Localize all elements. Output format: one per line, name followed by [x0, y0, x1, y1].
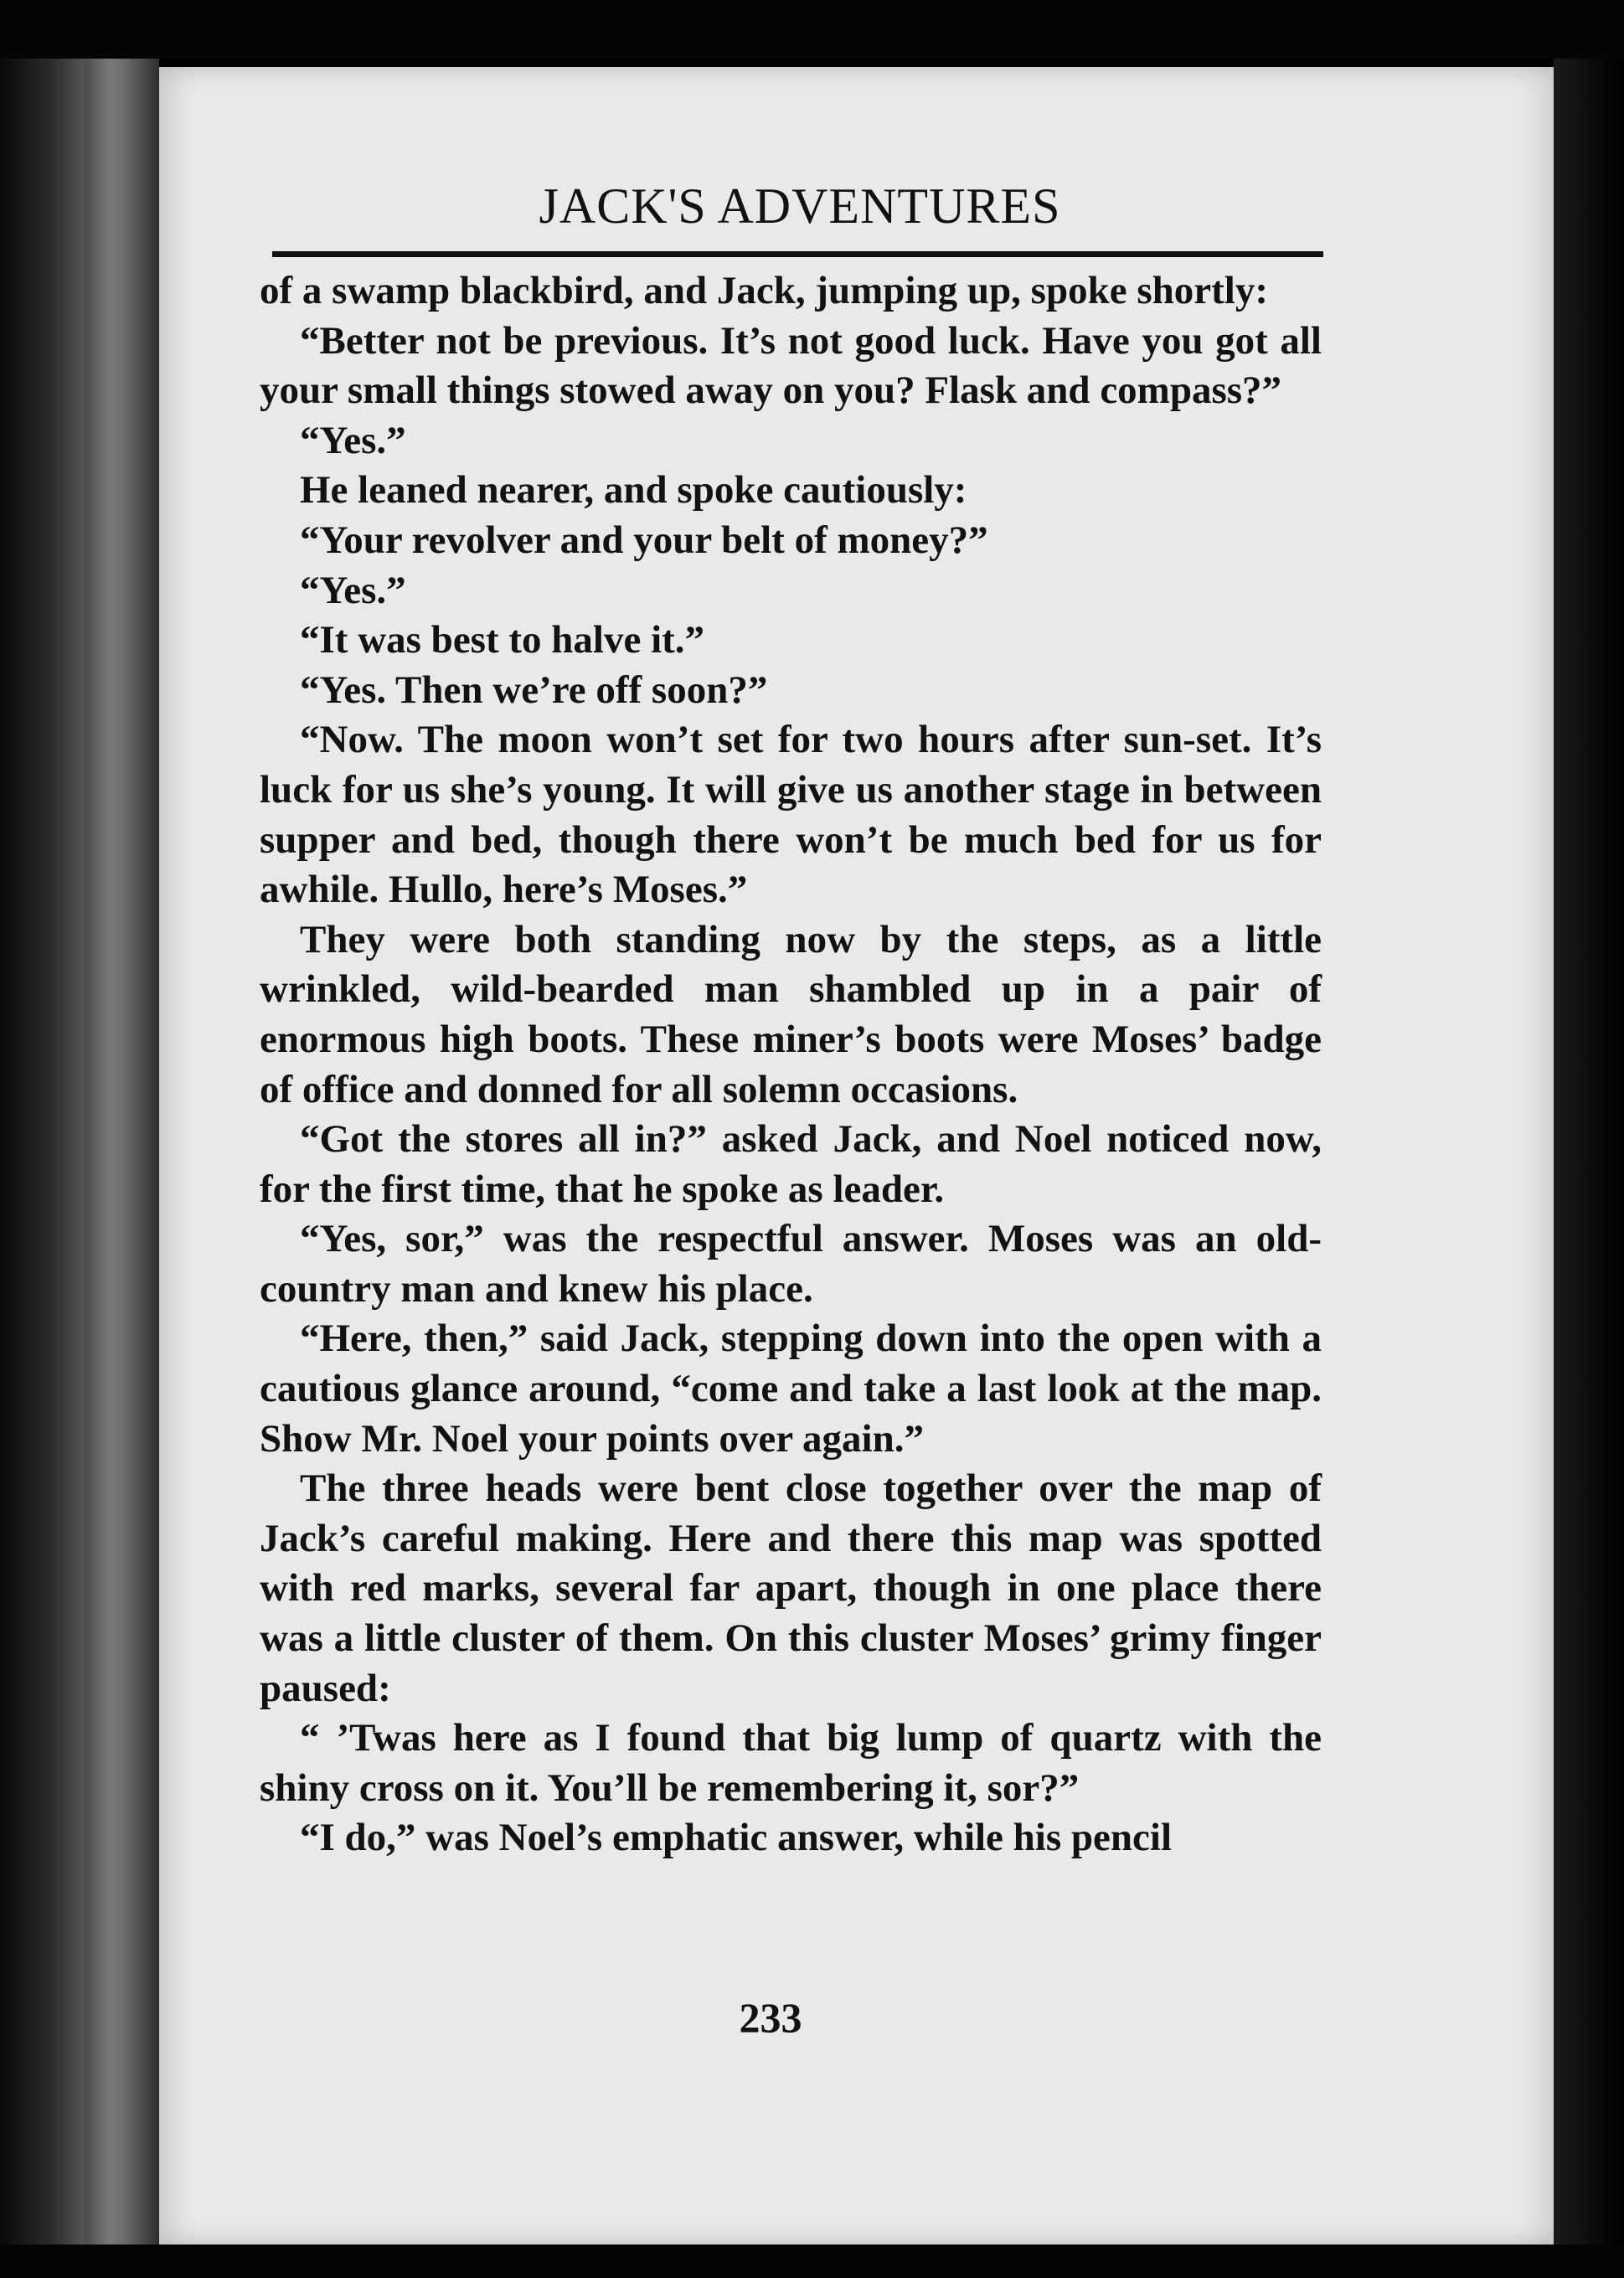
- scan-left-border: [0, 59, 84, 2278]
- page-body: [260, 266, 1322, 1863]
- running-head: JACK'S ADVENTURES: [539, 178, 1061, 234]
- paragraph: “Yes, sor,” was the respectful answer. Moses was an old-country man and knew his place.: [260, 1217, 1322, 1311]
- scan-right-border: [1554, 59, 1624, 2278]
- scan-top-border: [0, 0, 1624, 59]
- paragraph: “Your revolver and your belt of money?”: [300, 518, 988, 562]
- book-gutter: [84, 59, 159, 2253]
- paragraph: “Yes. Then we’re off soon?”: [300, 667, 768, 712]
- scan-bottom-border: [0, 2244, 1624, 2278]
- paragraph: “Better not be previous. It’s not good luck. Have you got all your small things stowed away on you? Flask and compass?”: [260, 318, 1322, 413]
- paragraph: “I do,” was Noel’s emphatic answer, while his pencil: [300, 1816, 1173, 1860]
- paragraph: “Got the stores all in?” asked Jack, and Noel noticed now, for the first time, that he spoke as leader.: [260, 1117, 1322, 1211]
- paragraph: They were both standing now by the steps, as a little wrinkled, wild-bearded man shambled up in a pair of enormous high boots. These miner’s boots were Moses’ badge of office and donned for all solemn occasions.: [260, 917, 1322, 1111]
- paragraph: “ ’Twas here as I found that big lump of quartz with the shiny cross on it. You’ll be remembering it, sor?”: [260, 1716, 1322, 1810]
- header-rule: [272, 251, 1323, 257]
- paragraph: “Here, then,” said Jack, stepping down into the open with a cautious glance around, “come and take a last look at the map. Show Mr. Noel your points over again.”: [260, 1317, 1322, 1461]
- paragraph: “Yes.”: [300, 568, 406, 612]
- paragraph: of a swamp blackbird, and Jack, jumping up, spoke shortly:: [260, 269, 1268, 312]
- paragraph: He leaned nearer, and spoke cautiously:: [300, 468, 967, 513]
- paragraph: “Now. The moon won’t set for two hours after sun-set. It’s luck for us she’s young. It will give us another stage in between supper and bed, though there won’t be much bed for us for awhile. Hullo, here’s Moses.”: [260, 718, 1322, 912]
- paragraph: “Yes.”: [300, 418, 406, 462]
- paragraph: The three heads were bent close together over the map of Jack’s careful making. Here and there this map was spotted with red marks, several far apart, though in one place there was a little cluster of them. On this cluster Moses’ grimy finger paused:: [260, 1466, 1322, 1710]
- page-number: 233: [739, 1994, 802, 2041]
- paragraph: “It was best to halve it.”: [300, 618, 705, 662]
